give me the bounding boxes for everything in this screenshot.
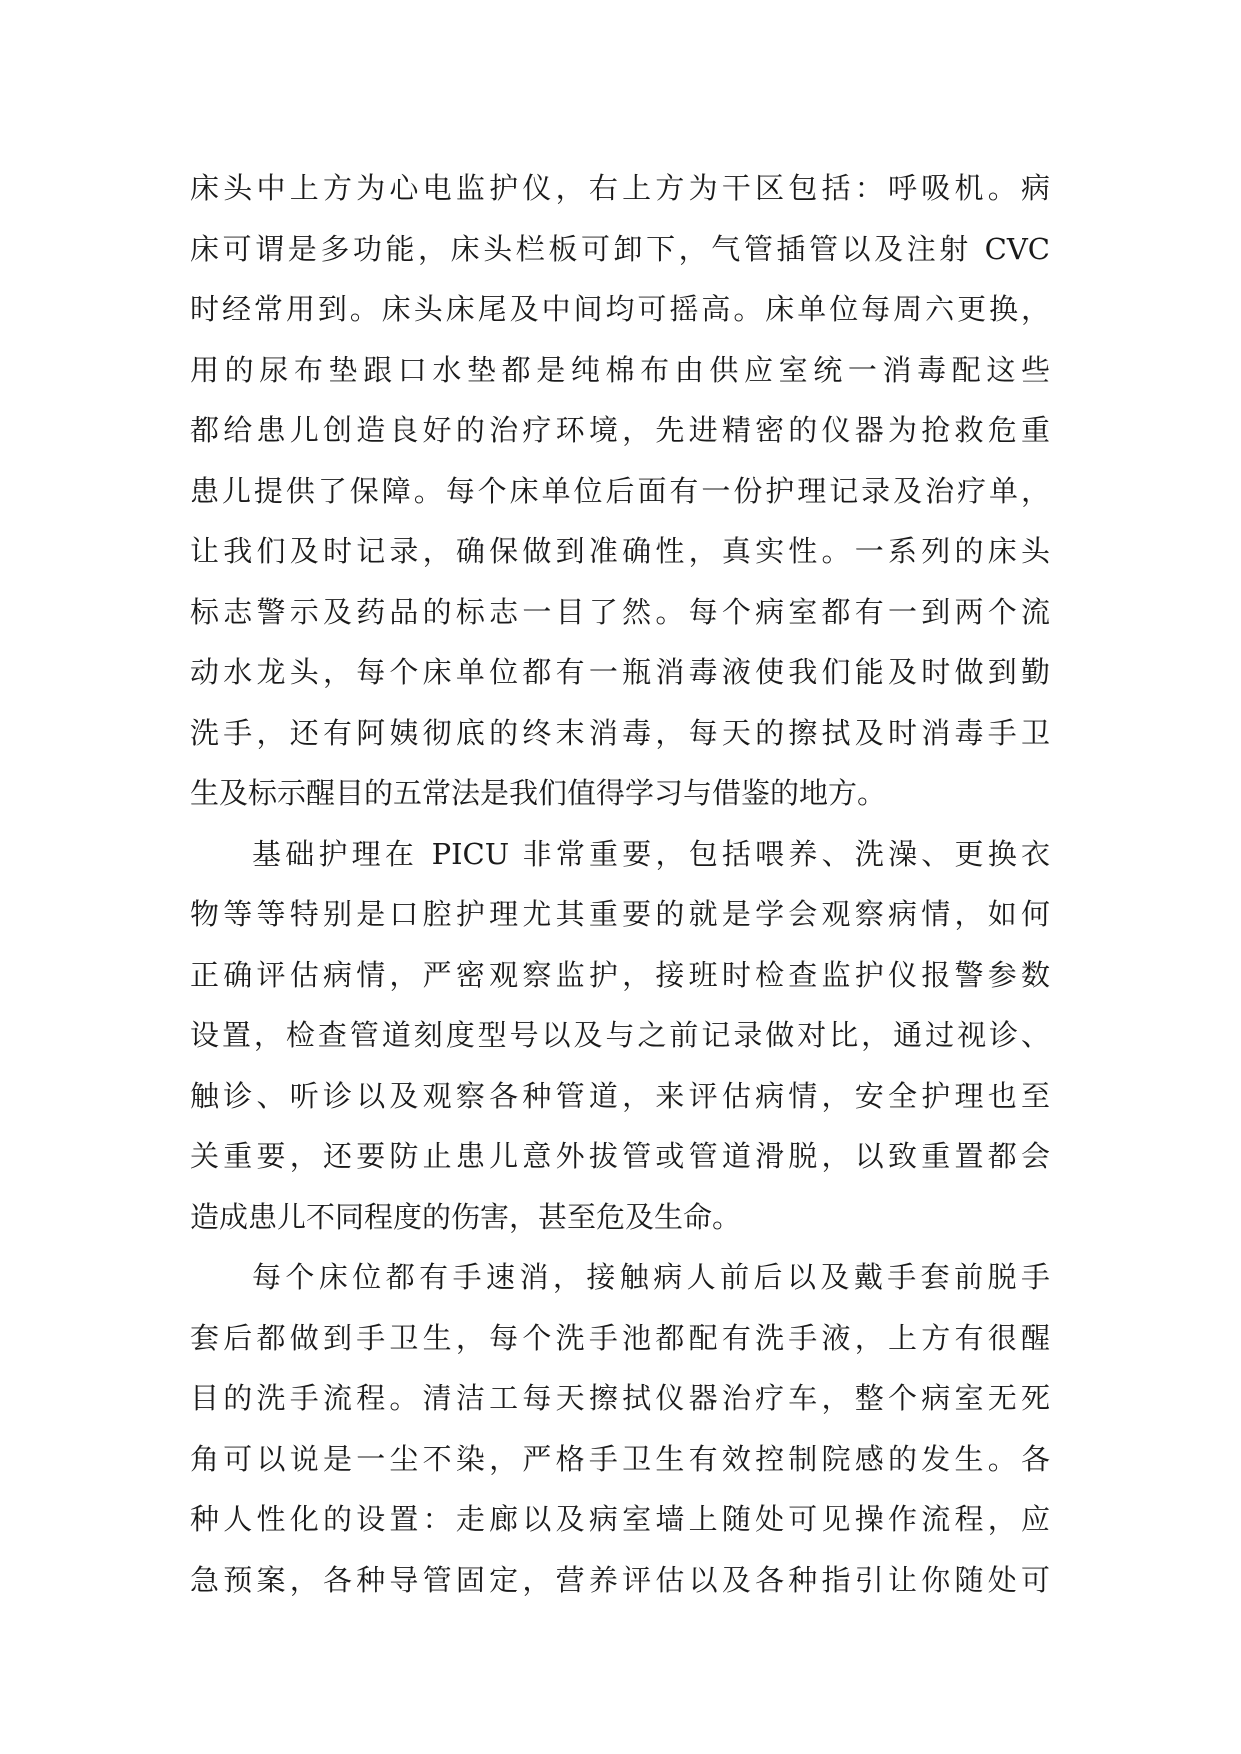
text-line: 目的洗手流程。清洁工每天擦拭仪器治疗车，整个病室无死 bbox=[190, 1381, 1050, 1415]
text-line: 动水龙头，每个床单位都有一瓶消毒液使我们能及时做到勤 bbox=[190, 655, 1050, 689]
text-line: 患儿提供了保障。每个床单位后面有一份护理记录及治疗单， bbox=[190, 473, 1050, 508]
text-line: 角可以说是一尘不染，严格手卫生有效控制院感的发生。各 bbox=[190, 1441, 1050, 1476]
text-line: 生及标示醒目的五常法是我们值得学习与借鉴的地方。 bbox=[190, 776, 887, 810]
paragraph-3 bbox=[190, 1247, 1050, 1610]
text-line: 基础护理在 PICU 非常重要，包括喂养、洗澡、更换衣 bbox=[252, 836, 1050, 871]
text-line: 都给患儿创造良好的治疗环境，先进精密的仪器为抢救危重 bbox=[190, 413, 1050, 447]
text-line: 时经常用到。床头床尾及中间均可摇高。床单位每周六更换， bbox=[190, 292, 1050, 326]
text-line: 让我们及时记录，确保做到准确性，真实性。一系列的床头 bbox=[190, 534, 1050, 568]
text-line: 用的尿布垫跟口水垫都是纯棉布由供应室统一消毒配这些 bbox=[190, 352, 1050, 387]
text-line: 床头中上方为心电监护仪，右上方为干区包括：呼吸机。病 bbox=[190, 171, 1050, 205]
text-line: 种人性化的设置：走廊以及病室墙上随处可见操作流程，应 bbox=[190, 1502, 1050, 1536]
text-line: 物等等特别是口腔护理尤其重要的就是学会观察病情，如何 bbox=[190, 897, 1050, 931]
text-line: 正确评估病情，严密观察监护，接班时检查监护仪报警参数 bbox=[190, 957, 1050, 992]
paragraph-1 bbox=[190, 158, 1050, 824]
text-line: 设置，检查管道刻度型号以及与之前记录做对比，通过视诊、 bbox=[190, 1018, 1050, 1052]
text-line: 床可谓是多功能，床头栏板可卸下，气管插管以及注射 CVC bbox=[190, 231, 1050, 266]
paragraph-2 bbox=[190, 824, 1050, 1248]
text-line: 标志警示及药品的标志一目了然。每个病室都有一到两个流 bbox=[190, 594, 1050, 629]
body-text bbox=[190, 158, 1050, 1610]
text-line: 关重要，还要防止患儿意外拔管或管道滑脱，以致重置都会 bbox=[190, 1139, 1050, 1173]
text-line: 触诊、听诊以及观察各种管道，来评估病情，安全护理也至 bbox=[190, 1078, 1050, 1113]
text-line: 造成患儿不同程度的伤害，甚至危及生命。 bbox=[190, 1199, 742, 1234]
text-line: 急预案，各种导管固定，营养评估以及各种指引让你随处可 bbox=[190, 1562, 1050, 1597]
text-line: 洗手，还有阿姨彻底的终末消毒，每天的擦拭及时消毒手卫 bbox=[190, 715, 1050, 750]
text-line: 套后都做到手卫生，每个洗手池都配有洗手液，上方有很醒 bbox=[190, 1320, 1050, 1355]
text-line: 每个床位都有手速消，接触病人前后以及戴手套前脱手 bbox=[252, 1260, 1050, 1294]
